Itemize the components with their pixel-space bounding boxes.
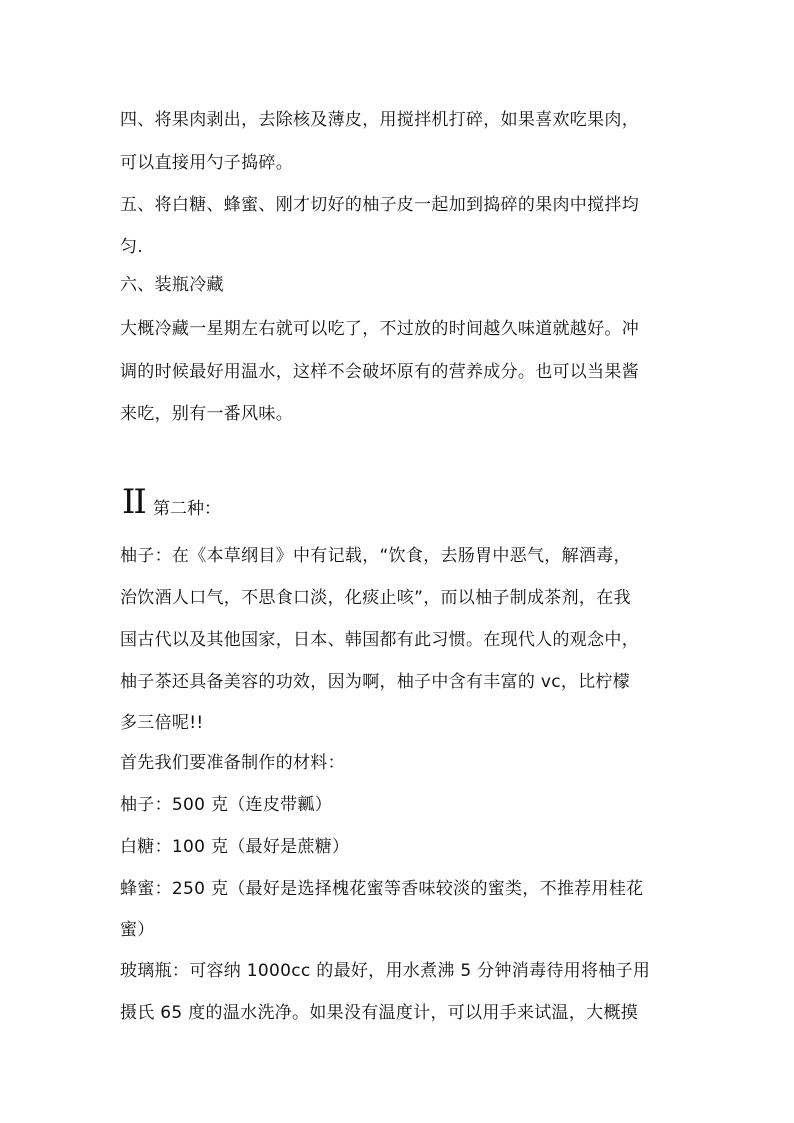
step4-line1: 四、将果肉剥出，去除核及薄皮，用搅拌机打碎，如果喜欢吃果肉， bbox=[120, 110, 639, 130]
note-line1: 大概冷藏一星期左右就可以吃了，不过放的时间越久味道就越好。冲 bbox=[120, 319, 639, 339]
intro-line5: 多三倍呢!! bbox=[120, 713, 204, 733]
jar-line2: 摄氏 65 度的温水洗净。如果没有温度计，可以用手来试温，大概摸 bbox=[120, 1003, 639, 1023]
section-numeral: II bbox=[122, 482, 145, 522]
step5-line1: 五、将白糖、蜂蜜、刚才切好的柚子皮一起加到捣碎的果肉中搅拌均 bbox=[120, 195, 639, 215]
intro-line1: 柚子：在《本草纲目》中有记载，“饮食，去肠胃中恶气，解酒毒， bbox=[120, 546, 631, 566]
step4-line2: 可以直接用勺子捣碎。 bbox=[120, 153, 293, 173]
intro-line4: 柚子茶还具备美容的功效，因为啊，柚子中含有丰富的 vc，比柠檬 bbox=[120, 672, 631, 692]
materials-title: 首先我们要准备制作的材料： bbox=[120, 753, 345, 773]
step6-line: 六、装瓶冷藏 bbox=[120, 275, 224, 295]
note-line3: 来吃，别有一番风味。 bbox=[120, 404, 293, 424]
material-honey-line2: 蜜） bbox=[120, 920, 155, 940]
material-sugar: 白糖：100 克（最好是蔗糖） bbox=[120, 837, 350, 857]
material-honey-line1: 蜂蜜：250 克（最好是选择槐花蜜等香味较淡的蜜类，不推荐用桂花 bbox=[120, 879, 644, 899]
intro-line3: 国古代以及其他国家，日本、韩国都有此习惯。在现代人的观念中， bbox=[120, 630, 639, 650]
note-line2: 调的时候最好用温水，这样不会破坏原有的营养成分。也可以当果酱 bbox=[120, 362, 639, 382]
step5-line2: 匀. bbox=[120, 237, 144, 257]
section-heading: 第二种： bbox=[153, 499, 221, 519]
material-yuzi: 柚子：500 克（连皮带瓤） bbox=[120, 795, 333, 815]
intro-line2: 治饮酒人口气，不思食口淡，化痰止咳”，而以柚子制成茶剂，在我 bbox=[120, 588, 631, 608]
jar-line1: 玻璃瓶：可容纳 1000cc 的最好，用水煮沸 5 分钟消毒待用将柚子用 bbox=[120, 961, 651, 981]
